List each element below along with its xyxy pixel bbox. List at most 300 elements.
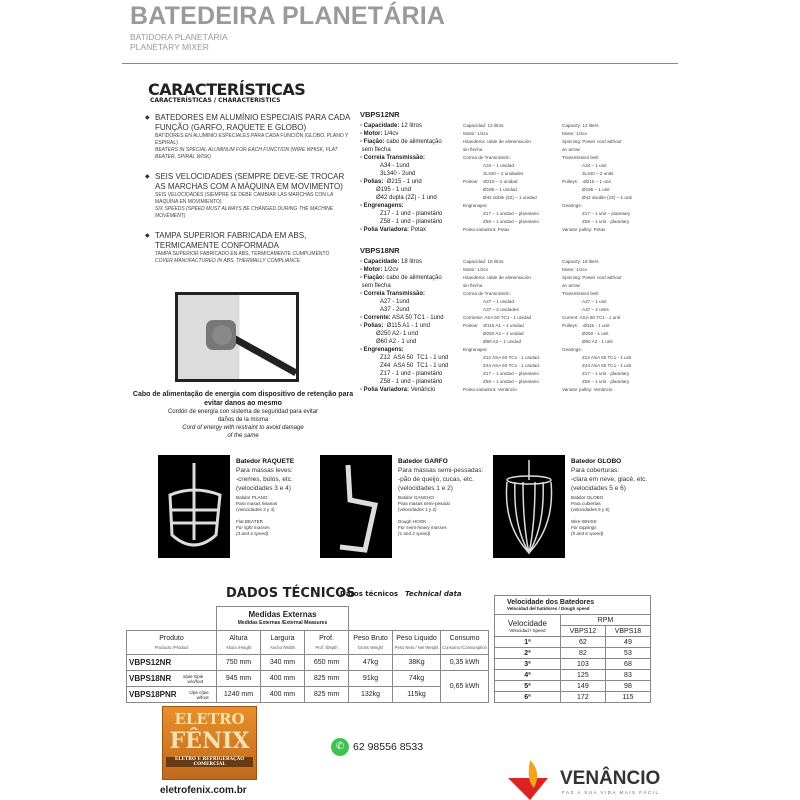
consumption-cell: 0,65 kWh — [441, 671, 489, 703]
spec-es: Engranajes: — [463, 203, 488, 208]
col-title: Consumo — [449, 634, 480, 642]
spec-value: Z12 ASA 50 TC1 - 1 und — [380, 355, 449, 361]
spec-en: A27 – 1 unit — [582, 299, 607, 304]
beater-es-line: Para cubiertas — [571, 501, 601, 506]
speed-title — [495, 596, 651, 615]
beater-en — [236, 519, 328, 537]
beater-image — [320, 455, 392, 558]
spec-es: Z17 – 1 unidad – planetario — [483, 371, 539, 376]
beater-pt: Para massas semi-pessadas: — [398, 467, 484, 474]
spec-value: Z58 - 1 und - planetário — [380, 379, 443, 385]
spec-value: Ø215 - 1 und — [383, 179, 422, 185]
beater-es-line: Para masas livianas — [236, 501, 278, 506]
beater-es-line: (velocidades 3 y 4) — [236, 507, 275, 512]
feature-en: SIX SPEEDS (SPEED MUST ALWAYS BE CHANGED DURING THE MACHINE MOVEMENT) — [155, 206, 334, 219]
spec-label: - Capacidade: — [360, 123, 400, 129]
spec-es: Ø195 – 1 unidad — [483, 187, 517, 192]
model-header: VBPS12 — [560, 626, 605, 637]
model-header: VBPS18 — [605, 626, 650, 637]
spec-en: Capacity: 18 liters — [562, 259, 599, 264]
spec-value: 1/4cv — [382, 131, 399, 137]
spec-row — [360, 354, 632, 362]
spec-model: VBPS12NR — [360, 110, 400, 119]
spec-row — [360, 122, 599, 130]
spec-en: Z12 ASA 50 TC1 - 1 unit — [582, 355, 632, 360]
spec-es: Correa de Transmisión: — [463, 291, 511, 296]
tech-table — [126, 606, 489, 703]
spec-en: Gearings: — [562, 347, 582, 352]
spec-row — [360, 306, 609, 314]
spec-es: Hilandería: cable de alimentación — [463, 139, 531, 144]
spec-pt — [360, 306, 409, 314]
spec-value: A34 - 1und — [380, 163, 410, 169]
beater-title: Batedor RAQUETE — [236, 458, 295, 465]
col-sub: Altura /Height — [225, 644, 252, 650]
spec-es: Z58 – 1 unidad – planetario — [483, 219, 539, 224]
spec-value: Ø42 dupla (2Z) - 1 und — [376, 195, 437, 201]
spec-es: Motor: 1/2cv — [463, 267, 489, 272]
spec-label: - Polia Variadora: — [360, 387, 410, 393]
spec-row — [360, 130, 588, 138]
table-row — [495, 681, 651, 692]
spec-pt — [360, 378, 442, 386]
spec-en: Z58 – 1 unit - planetary — [582, 219, 630, 224]
beater-pt: -pão de queijo, cucas, etc. — [398, 476, 474, 483]
spec-en: Z17 – 1 unit – planetary — [582, 211, 631, 216]
value-cell: 825 mm — [305, 671, 349, 687]
spec-en: Z17 – 1 unit - planetary — [582, 371, 630, 376]
spec-label: - Fiação: — [360, 139, 385, 145]
spec-pt — [360, 354, 448, 362]
value-cell: 132kg — [349, 687, 393, 703]
feature-es: TAMPA SUPERIOR FABRICADO EN ABS, TÉRMICAMENTE CUMPLIMENTO — [155, 251, 330, 257]
brand-slogan: FAZ A SUA VIDA MAIS FÁCIL — [562, 790, 660, 795]
spec-es: Ø60 A2 – 1 unidad — [483, 339, 522, 344]
spec-row — [360, 346, 582, 354]
column-header — [441, 631, 489, 655]
spec-row — [360, 194, 632, 202]
spec-pt — [360, 258, 422, 266]
spec-value: cabo de alimentação — [384, 275, 442, 281]
spec-value: A27 - 1und — [380, 299, 410, 305]
value-cell: 750 mm — [217, 655, 261, 671]
spec-value: 3L340 - 2und — [380, 171, 416, 177]
logo-top: ELETRO — [174, 710, 245, 728]
beater-pt: (velocidades 1 e 2) — [398, 485, 453, 492]
spec-label: - Motor: — [360, 131, 383, 137]
rpm-value: 68 — [605, 659, 650, 670]
rpm-value: 172 — [560, 692, 605, 703]
spec-en: Z58 – 1 unit - planetary — [582, 379, 630, 384]
spec-row — [360, 274, 622, 282]
spec-en: an arrow — [562, 283, 580, 288]
blank — [349, 607, 489, 631]
spec-en: Transmission belt: — [562, 291, 600, 296]
beater-es — [236, 495, 328, 513]
feature-item — [145, 231, 353, 265]
spec-pt — [360, 346, 404, 354]
spec-es: Polea variadora: Potax — [463, 227, 510, 232]
beater-en-line: Wire WHISK — [571, 519, 597, 524]
beater-en — [571, 519, 663, 537]
tech-header-row — [127, 631, 489, 655]
spec-en: an arrow — [562, 147, 580, 152]
table-row — [495, 670, 651, 681]
spec-pt — [360, 194, 437, 202]
beater-es-line: (velocidades 5 y 6) — [571, 507, 610, 512]
column-header — [127, 631, 217, 655]
spec-es: Ø42 doble (2Z) – 1 unidad — [483, 195, 537, 200]
spec-value: 12 litros — [399, 123, 423, 129]
rpm-value: 53 — [605, 648, 650, 659]
beater-en-line: For light masses — [236, 525, 270, 530]
beater-image — [158, 455, 230, 558]
spec-es: Capacidad: 18 litros — [463, 259, 504, 264]
phone-number: 62 98556 8533 — [353, 741, 424, 753]
beater-pt: (velocidades 3 e 4) — [236, 485, 291, 492]
group-header — [217, 607, 349, 631]
spec-label: - Engrenagens: — [360, 203, 404, 209]
spec-es: Poleas: Ø215 – 1 unidad — [463, 179, 518, 184]
table-row — [495, 692, 651, 703]
beater-pt: -cremes, bolos, etc. — [236, 476, 293, 483]
spec-row — [360, 266, 588, 274]
spec-value: Potax — [409, 227, 427, 233]
spec-en: Z44 ASA 50 TC1 - 1 unit — [582, 363, 632, 368]
spec-es: Polea variadora: Venâncio — [463, 387, 517, 392]
rpm-value: 82 — [560, 648, 605, 659]
table-row — [127, 687, 489, 703]
speed-level: 6ª — [495, 692, 561, 703]
spec-pt — [360, 218, 442, 226]
spec-label: - Capacidade: — [360, 259, 400, 265]
beater-es — [398, 495, 490, 513]
spec-pt — [360, 154, 425, 162]
product-name: VBPS18NR — [129, 673, 172, 683]
feature-en: BEATERS IN SPECIAL ALUMINUM FOR EACH FUNCTION (WIRE WHISK, FLAT BEATER, SPIRAL WISK) — [155, 147, 338, 160]
spec-label: - Corrente: — [360, 315, 391, 321]
rpm-value: 149 — [560, 681, 605, 692]
spec-row — [360, 162, 607, 170]
spec-label: - Correia Transmissão: — [360, 291, 426, 297]
divider — [122, 63, 678, 64]
spec-pt — [360, 130, 398, 138]
spec-row — [360, 258, 599, 266]
spec-row — [360, 202, 582, 210]
spec-pt — [360, 282, 391, 290]
group-sub: Medidas Externas /External Measures — [237, 620, 328, 626]
spec-value: Ø60 A2 - 1 und — [376, 339, 417, 345]
speed-col-header — [495, 615, 561, 637]
beater-es-line: (velocidades 1 y 2) — [398, 507, 437, 512]
cable-caption-en: Cord of energy with restraint to avoid damage of the same — [182, 425, 304, 439]
page-title: BATEDEIRA PLANETÁRIA — [130, 2, 446, 30]
beater-en — [398, 519, 490, 537]
feature-item — [145, 113, 353, 161]
spec-row — [360, 330, 609, 338]
beater-en-line: For toppings — [571, 525, 597, 530]
spec-es: Motor: 1/4cv — [463, 131, 489, 136]
spec-en: Gearings: — [562, 203, 582, 208]
beater-es-line: Batidor GANCHO — [398, 495, 434, 500]
spec-pt — [360, 314, 444, 322]
speed-level: 1ª — [495, 637, 561, 648]
spec-label: - Motor: — [360, 267, 383, 273]
table-row — [495, 637, 651, 648]
spec-label: - Correia Transmissão: — [360, 155, 426, 161]
value-cell: 945 mm — [217, 671, 261, 687]
value-cell: 400 mm — [261, 687, 305, 703]
speed-level: 3ª — [495, 659, 561, 670]
spec-en: Ø42 double (2Z) – 1 unit — [582, 195, 632, 200]
spec-pt — [360, 322, 430, 330]
product-name: VBPS12NR — [129, 657, 172, 667]
spec-label: - Engrenagens: — [360, 347, 404, 353]
rpm-value: 49 — [605, 637, 650, 648]
value-cell: 74kg — [393, 671, 441, 687]
spec-block-vbps12nr — [360, 110, 632, 234]
spec-es: sin flecha — [463, 147, 483, 152]
rpm-value: 115 — [605, 692, 650, 703]
spec-row — [360, 170, 614, 178]
venancio-logo — [508, 758, 673, 800]
spec-es: Corriente: ASA 50 TC1 - 1 unidad — [463, 315, 532, 320]
spec-es: Ø250 A2 – 1 unidad — [483, 331, 524, 336]
product-name: VBPS18PNR — [129, 689, 177, 699]
spec-value: sem flecha — [360, 283, 391, 289]
feature-en: COVER MANUFACTURED IN ABS, THERMALLY COMPLIANCE — [155, 258, 301, 264]
col-sub: Consumo /Consumption — [442, 644, 487, 650]
spec-value: A37 - 2und — [380, 307, 410, 313]
col-title: Produto — [159, 634, 184, 642]
spec-label: - Fiação: — [360, 275, 385, 281]
value-cell: 38Kg — [393, 655, 441, 671]
spec-pt — [360, 210, 442, 218]
spec-es: 3L340 – 2 unidades — [483, 171, 524, 176]
group-title: Medidas Externas — [248, 610, 317, 619]
feature-item — [145, 172, 353, 220]
spec-value: Z44 ASA 50 TC1 - 1 und — [380, 363, 449, 369]
feature-es: SEIS VELOCIDADES (SIEMPRE SE DEBE CAMBIAR LAS MARCHAS CON LA MÁQUINA EN MOVIMIENTO) — [155, 192, 334, 205]
spec-pt — [360, 386, 435, 394]
spec-value: sem flecha — [360, 147, 391, 153]
rpm-value: 103 — [560, 659, 605, 670]
whatsapp-contact[interactable] — [331, 738, 423, 756]
cable-caption-es: Cordón de energía con sistema de seguridad para evitar daños de la misma — [167, 409, 319, 423]
spec-es: A34 – 1 unidad — [483, 163, 514, 168]
beater-title: Batedor GLOBO — [571, 458, 622, 465]
col-title: Altura — [229, 634, 248, 642]
website-link[interactable]: eletrofenix.com.br — [160, 785, 247, 796]
value-cell: 400 mm — [261, 671, 305, 687]
table-row — [495, 659, 651, 670]
spec-row — [360, 154, 600, 162]
spec-model: VBPS18NR — [360, 246, 400, 255]
spec-en: Ø250 - 1 unit — [582, 331, 609, 336]
speed-header-row — [495, 615, 651, 626]
column-header — [217, 631, 261, 655]
col-title: Largura — [270, 634, 295, 642]
feature-es: BATIDORES EN ALUMINIO ESPECIALES PARA CADA FUNCIÓN (GLOBO, PLANO Y ESPIRAL) — [155, 133, 349, 146]
beater-en-line: (5 and 6 speed) — [571, 531, 604, 536]
spec-value: Venâncio — [409, 387, 436, 393]
beater-title: Batedor GARFO — [398, 458, 448, 465]
spec-label: - Polias: — [360, 323, 384, 329]
beater-es-line: Para masas semi-pesado — [398, 501, 451, 506]
table-row — [495, 648, 651, 659]
spec-value: Ø195 - 1 und — [376, 187, 412, 193]
col-title: Peso Liquido — [396, 634, 437, 642]
spec-row — [360, 370, 630, 378]
speed-subtitle: Velocidad del batidores / Dough speed — [507, 606, 590, 611]
spec-en: Transmission belt: — [562, 155, 600, 160]
consumption-cell: 0,35 kWh — [441, 655, 489, 671]
spec-pt — [360, 162, 409, 170]
spec-es: A37 – 2 unidades — [483, 307, 519, 312]
spec-pt — [360, 330, 418, 338]
spec-en: Pulleys: Ø115 - 1 unit — [562, 323, 610, 328]
column-header — [305, 631, 349, 655]
beater-es — [571, 495, 663, 513]
spec-value: Ø250 A2- 1 und — [376, 331, 419, 337]
spec-pt — [360, 266, 398, 274]
spec-block-vbps18nr — [360, 246, 632, 394]
spec-row — [360, 290, 600, 298]
value-cell: 825 mm — [305, 687, 349, 703]
spec-en: Motor: 1/2cv — [562, 267, 588, 272]
spec-value: ASA 50 TC1 - 1und — [390, 315, 444, 321]
beater-en-line: Flat BEATER — [236, 519, 263, 524]
spec-value: 1/2cv — [382, 267, 399, 273]
spec-pt — [360, 146, 391, 154]
spec-es: Correa de Transmisión: — [463, 155, 511, 160]
rpm-value: 83 — [605, 670, 650, 681]
spec-en: A37 – 2 units — [582, 307, 609, 312]
col-sub: Peso Neto / Net Weight — [394, 644, 439, 650]
spec-pt — [360, 298, 409, 306]
spec-en: Pulleys: Ø215 – 1 unit — [562, 179, 611, 184]
spec-row — [360, 386, 613, 394]
tech-group-row — [127, 607, 489, 631]
power-cord-photo — [175, 292, 299, 382]
spec-es: Engranajes: — [463, 347, 488, 352]
spec-row — [360, 146, 580, 154]
spec-pt — [360, 274, 442, 282]
value-cell: 1240 mm — [217, 687, 261, 703]
spec-pt — [360, 170, 415, 178]
spec-en: Ø60 A2 - 1 unit — [582, 339, 613, 344]
spec-row — [360, 218, 630, 226]
spec-pt — [360, 370, 442, 378]
spec-label: - Polias: — [360, 179, 384, 185]
beater-pt: -clara em neve, glacê, etc. — [571, 476, 648, 483]
rpm-value: 98 — [605, 681, 650, 692]
product-note: s/pie s/pie w/o/foot — [182, 673, 204, 684]
column-header — [349, 631, 393, 655]
spec-row — [360, 226, 606, 234]
spec-en: Variator pulley: Venâncio — [562, 387, 613, 392]
cable-caption — [132, 390, 354, 440]
spec-es: A27 – 1 unidad — [483, 299, 514, 304]
spec-es: Z12 ASA 50 TC1 - 1 unidad — [483, 355, 539, 360]
blank — [127, 607, 217, 631]
spec-pt — [360, 338, 416, 346]
spec-row — [360, 314, 621, 322]
features-title: CARACTERÍSTICAS — [148, 80, 306, 99]
spec-en: Spinning: Power cord without — [562, 139, 622, 144]
speed-title-row — [495, 596, 651, 615]
spec-pt — [360, 362, 448, 370]
table-row — [127, 655, 489, 671]
spec-pt — [360, 202, 404, 210]
tech-title-en: Technical data — [405, 590, 462, 598]
spec-label: - Polia Variadora: — [360, 227, 410, 233]
col-sub: Gross Weight — [357, 644, 384, 650]
speed-level: 2ª — [495, 648, 561, 659]
spec-es: Z44 ASA 50 TC1 - 1 unidad — [483, 363, 539, 368]
spec-row — [360, 282, 580, 290]
spec-en: A34 – 1 unit — [582, 163, 607, 168]
spec-pt — [360, 178, 422, 186]
tech-title: DADOS TÉCNICOS — [226, 586, 356, 601]
cord-gland-icon — [178, 295, 296, 379]
spec-value: 18 litros — [399, 259, 423, 265]
spec-row — [360, 186, 610, 194]
beater-pt: Para coberturas: — [571, 467, 620, 474]
spec-es: Hilandería: cable de alimentación — [463, 275, 531, 280]
product-cell — [127, 671, 217, 687]
spec-pt — [360, 138, 442, 146]
spec-en: Ø195 – 1 unit — [582, 187, 610, 192]
value-cell: 650 mm — [305, 655, 349, 671]
spec-en: Spinning: Power cord without — [562, 275, 622, 280]
spec-pt — [360, 186, 411, 194]
rpm-header: RPM — [560, 615, 650, 626]
speed-col-title: Velocidade — [507, 618, 547, 628]
product-cell — [127, 687, 217, 703]
spec-row — [360, 178, 611, 186]
speed-level: 5ª — [495, 681, 561, 692]
beater-en-line: (3 and 4 speed) — [236, 531, 269, 536]
brand-name: VENÂNCIO — [560, 768, 661, 789]
rpm-value: 62 — [560, 637, 605, 648]
spec-en: Motor: 1/4cv — [562, 131, 588, 136]
tech-title-es: Datos técnicos — [340, 590, 399, 598]
spec-row — [360, 322, 610, 330]
col-sub: Producto /Product — [154, 644, 189, 650]
spec-en: 3L340 – 2 units — [582, 171, 614, 176]
beater-en-line: Dough HOOK — [398, 519, 427, 524]
spec-pt — [360, 122, 422, 130]
feature-pt: ◆ BATEDORES EM ALUMÍNIO ESPECIAIS PARA CADA FUNÇÃO (GARFO, RAQUETE E GLOBO) — [145, 113, 353, 133]
spec-row — [360, 362, 632, 370]
spec-value: cabo de alimentação — [384, 139, 442, 145]
spec-row — [360, 378, 630, 386]
speed-title-text: Velocidade dos Batedores — [507, 599, 595, 606]
subtitle-en: PLANETARY MIXER — [130, 42, 209, 52]
speed-col-sub: Velocidad / Speed — [509, 627, 546, 633]
beater-pt: (velocidades 5 e 6) — [571, 485, 626, 492]
venancio-flame-icon — [508, 758, 558, 800]
speed-table — [494, 595, 651, 703]
product-note: c/pe c/pie w/foot — [189, 689, 209, 700]
beater-es-line: Batidor PLANO — [236, 495, 268, 500]
spec-value: Ø115 A1 - 1 und — [383, 323, 430, 329]
spec-value: Z58 - 1 und - planetário — [380, 219, 443, 225]
spec-row — [360, 298, 607, 306]
logo-main: FÊNIX — [169, 728, 250, 754]
beater-pt: Para massas leves: — [236, 467, 293, 474]
